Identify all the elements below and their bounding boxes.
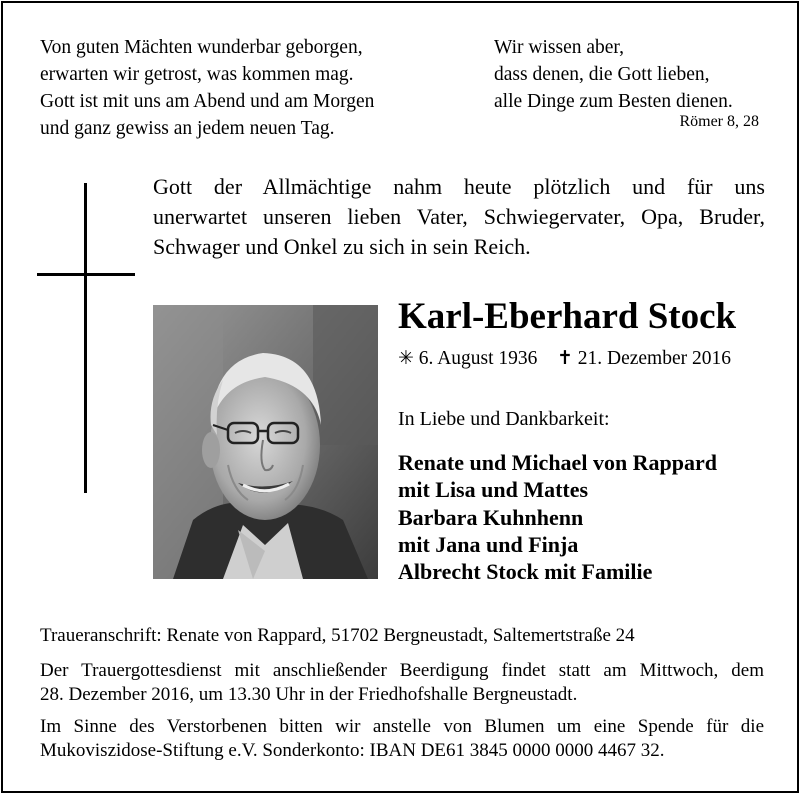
donation-line: Mukoviszidose-Stiftung e.V. Sonderkonto: IBAN DE61 3845 0000 0000 4467 32. <box>40 740 665 761</box>
cross-icon-horizontal <box>37 273 135 276</box>
verse-line: alle Dinge zum Besten dienen. <box>494 91 733 112</box>
cross-icon-vertical <box>84 183 87 493</box>
poem-line: erwarten wir getrost, was kommen mag. <box>40 64 354 85</box>
donation-line: Im Sinne des Verstorbenen bitten wir anstelle von Blumen um eine Spende für die <box>40 716 764 737</box>
birth-date: 6. August 1936 <box>418 348 538 369</box>
bible-verse <box>494 34 774 115</box>
deceased-name: Karl-Eberhard Stock <box>398 296 737 337</box>
family-member: mit Jana und Finja <box>398 531 579 557</box>
poem-line: und ganz gewiss an jedem neuen Tag. <box>40 118 335 139</box>
poem-line: Gott ist mit uns am Abend und am Morgen <box>40 91 375 112</box>
death-cross-icon: ✝ <box>556 348 573 369</box>
thanks-heading: In Liebe und Dankbarkeit: <box>398 408 610 430</box>
poem-line: Von guten Mächten wunderbar geborgen, <box>40 37 363 58</box>
birth-star-icon: ✳ <box>398 348 414 369</box>
verse-line: dass denen, die Gott lieben, <box>494 64 710 85</box>
portrait-photo <box>153 305 378 579</box>
family-member: Renate und Michael von Rappard <box>398 450 718 475</box>
intro-text <box>153 172 765 262</box>
funeral-service-info <box>40 659 764 707</box>
donation-info <box>40 715 764 763</box>
service-line: Der Trauergottesdienst mit anschließender Beerdigung findet statt am Mittwoch, dem <box>40 660 764 681</box>
intro-line: unerwartet unseren lieben Vater, Schwiegervater, Opa, Bruder, <box>153 204 765 229</box>
mourning-address: Traueranschrift: Renate von Rappard, 51702 Bergneustadt, Saltemertstraße 24 <box>40 625 635 646</box>
poem-left <box>40 34 470 142</box>
verse-line: Wir wissen aber, <box>494 37 625 58</box>
family-member: Barbara Kuhnhenn <box>398 504 584 530</box>
family-list <box>398 449 717 585</box>
family-member: mit Lisa und Mattes <box>398 477 589 503</box>
life-dates <box>398 347 731 370</box>
death-date: 21. Dezember 2016 <box>577 348 731 369</box>
verse-reference: Römer 8, 28 <box>679 113 759 130</box>
obituary-card <box>1 1 799 793</box>
service-line: 28. Dezember 2016, um 13.30 Uhr in der Friedhofshalle Bergneustadt. <box>40 684 578 705</box>
intro-line: Schwager und Onkel zu sich in sein Reich. <box>153 234 531 259</box>
intro-line: Gott der Allmächtige nahm heute plötzlich und für uns <box>153 174 765 199</box>
family-member: Albrecht Stock mit Familie <box>398 559 653 585</box>
